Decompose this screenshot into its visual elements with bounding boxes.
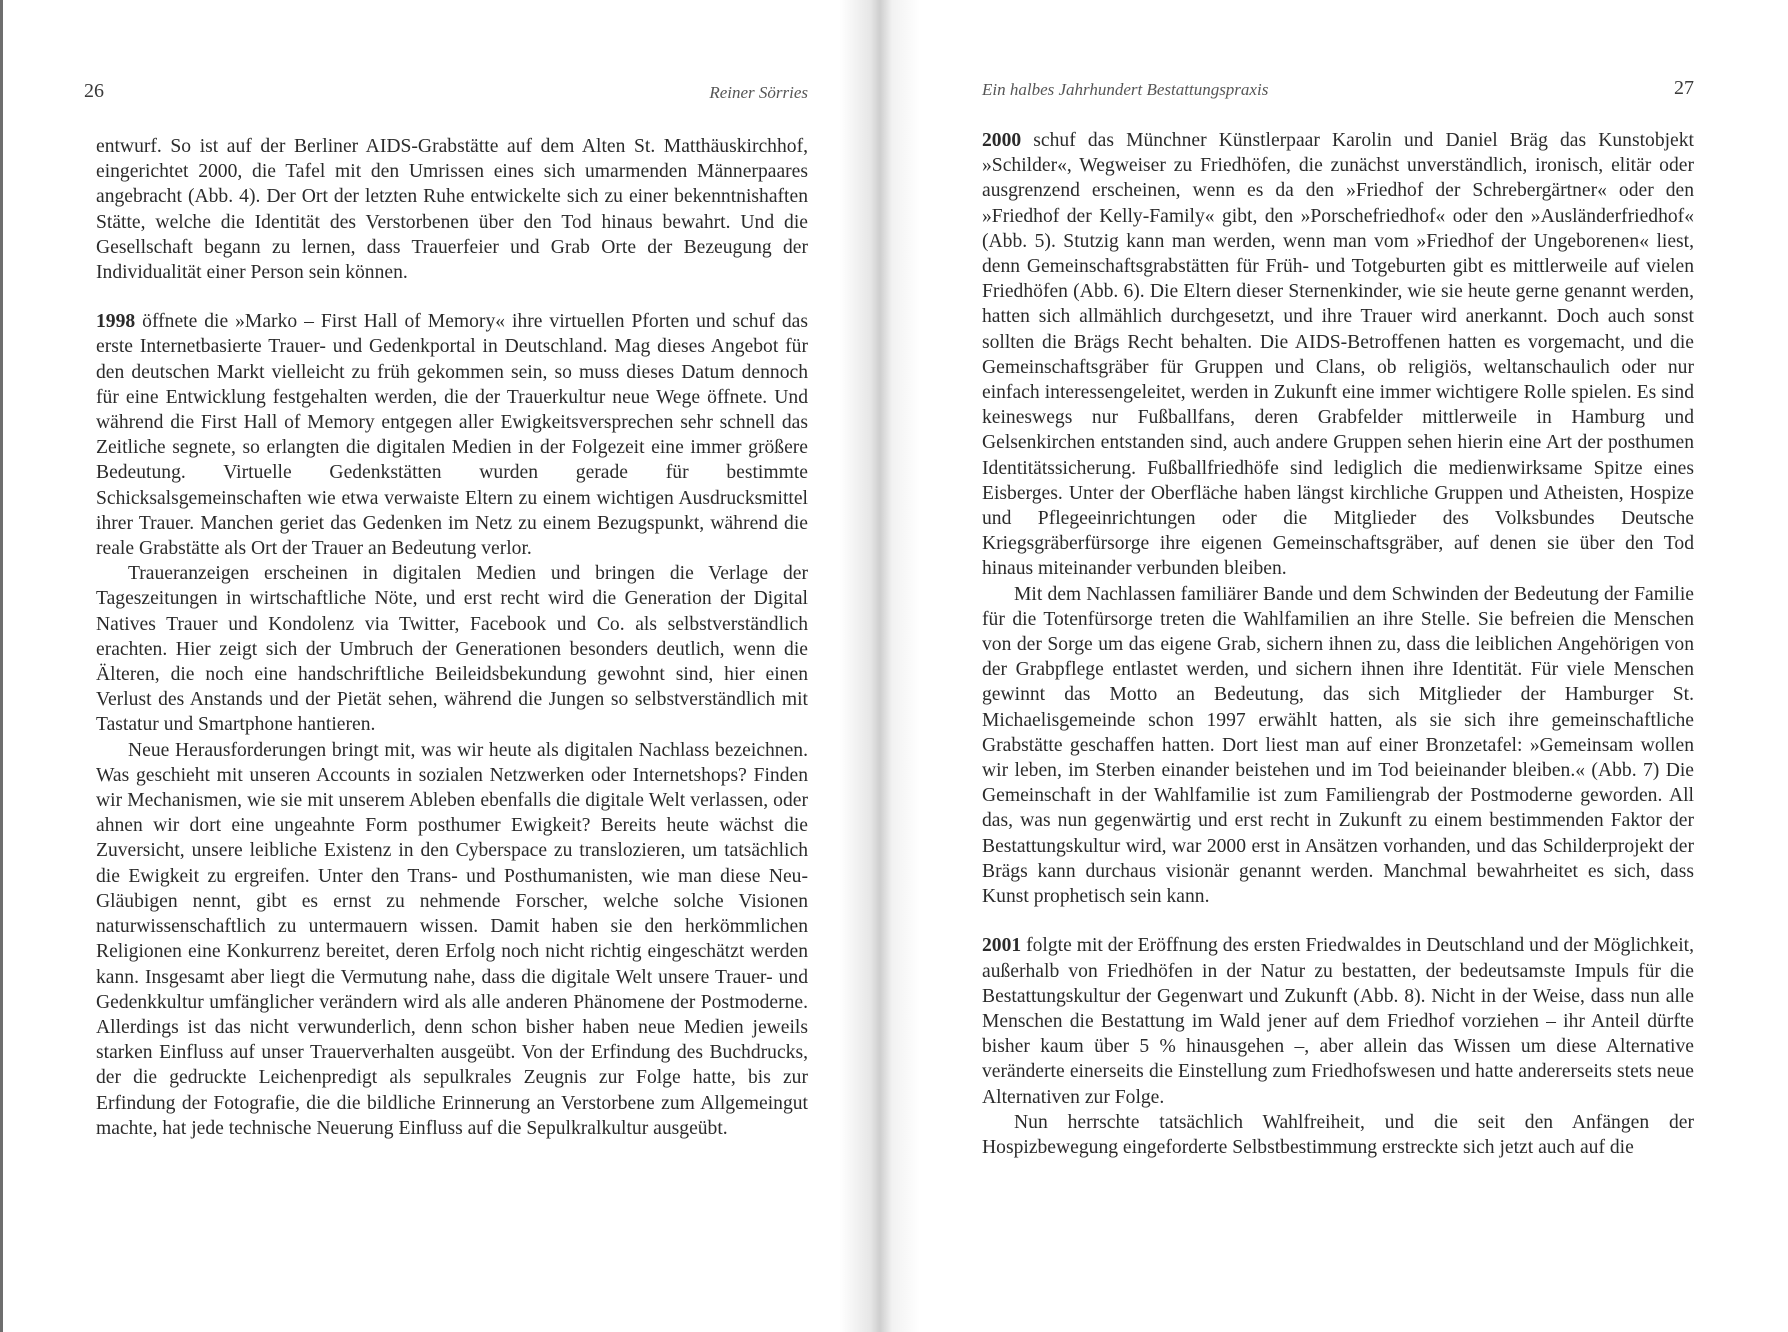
page-edge [0,0,3,1332]
paragraph [96,309,808,561]
right-body-text [982,128,1694,1160]
paragraph-text: öffnete die »Marko – First Hall of Memory« ihre virtuellen Pforten und schuf das erste Internetbasierte Trauer- und Gedenkportal in Deutschland. Mag dieses Angebot für den deutschen Markt vielleicht zu früh gekommen sein, so muss dieses Datum dennoch für eine Entwicklung festgehalten werden, die der Trauerkultur neue Wege öffnete. Und während die First Hall of Memory entgegen aller Ewigkeitsversprechen sehr schnell das Zeitliche segnete, so erlangten die digitalen Medien in der Folgezeit eine immer größere Bedeutung. Virtuelle Gedenkstätten wurden gerade für bestimmte Schicksalsgemeinschaften wie etwa verwaiste Eltern zu einem wichtigen Ausdrucksmittel ihrer Trauer. Manchen geriet das Gedenken im Netz zu einem Bezugspunkt, während die reale Grabstätte als Ort der Trauer an Bedeutung verlor. [96,311,808,560]
year-heading: 1998 [96,311,136,333]
right-page [900,0,1788,1332]
year-heading: 2000 [982,130,1022,151]
paragraph [96,134,808,285]
page-number-left: 26 [84,80,104,102]
paragraph [96,561,808,737]
left-page [0,0,872,1332]
running-head-left: Reiner Sörries [709,83,808,102]
paragraph-text: Nun herrschte tatsächlich Wahlfreiheit, und die seit den Anfängen der Hospizbewegung eingeforderte Selbstbestimmung erstreckte sich jetzt auch auf die [982,1111,1694,1158]
paragraph-text: Mit dem Nachlassen familiärer Bande und dem Schwinden der Bedeutung der Familie für die Totenfürsorge treten die Wahlfamilien an ihre Stelle. Sie befreien die Menschen von der Sorge um das eigene Grab, sichern ihnen zu, dass die leiblichen Angehörigen von der Grabpflege entlastet werden, und sichern ihnen ihre Identität. Für viele Menschen gewinnt das Motto an Bedeutung, das sich Mitglieder der Hamburger St. Michaelisgemeinde schon 1997 erwählt hatten, als sie sich ihre gemeinschaftliche Grabstätte geschaffen hatten. Dort liest man auf einer Bronzetafel: »Gemeinsam wollen wir leben, im Sterben einander beistehen und im Tod beieinander bleiben.« (Abb. 7) Die Gemeinschaft in der Wahlfamilie ist zum Familiengrab der Postmoderne geworden. All das, was nun gegenwärtig und erst recht in Zukunft zu einem bestimmenden Faktor der Bestattungskultur wird, war 2000 erst in Ansätzen vorhanden, und das Schilderprojekt der Brägs kann durchaus visionär genannt werden. Manchmal bewahrheitet es sich, dass Kunst prophetisch sein kann. [982,583,1694,908]
paragraph-text: Traueranzeigen erscheinen in digitalen Medien und bringen die Verlage der Tageszeitungen in wirtschaftliche Nöte, und erst recht wird die Generation der Digital Natives Trauer und Kondolenz via Twitter, Facebook und Co. als selbstverständlich erachten. Hier zeigt sich der Umbruch der Generationen besonders deutlich, wenn die Älteren, die noch eine handschriftliche Beileidsbekundung gewohnt sind, hier einen Verlust des Anstands und der Pietät sehen, während die Jungen so selbstverständlich mit Tastatur und Smartphone hantieren. [96,563,808,736]
paragraph [982,582,1694,910]
paragraph-text: entwurf. So ist auf der Berliner AIDS-Grabstätte auf dem Alten St. Matthäuskirchhof, eingerichtet 2000, die Tafel mit den Umrissen eines sich umarmenden Männerpaares angebracht (Abb. 4). Der Ort der letzten Ruhe entwickelte sich zu einer bekenntnishaften Stätte, welche die Identität des Verstorbenen über den Tod hinaus bewahrt. Und die Gesellschaft begann zu lernen, dass Trauerfeier und Grab Orte der Bezeugung der Individualität einer Person sein können. [96,136,808,284]
year-heading: 2001 [982,935,1022,957]
paragraph [982,1110,1694,1160]
paragraph-text: folgte mit der Eröffnung des ersten Friedwaldes in Deutschland und der Möglichkeit, außerhalb von Friedhöfen in der Natur zu bestatten, der bedeutsamste Impuls für die Bestattungskultur der Gegenwart und Zukunft (Abb. 8). Nicht in der Weise, dass nun alle Menschen die Bestattung im Wald jener auf dem Friedhof vorziehen – ihr Anteil dürfte bisher kaum über 5 % hinausgehen –, aber allein das Wissen um diese Alternative veränderte einerseits die Einstellung zum Friedhofswesen und hatte andererseits stets neue Alternativen zur Folge. [982,935,1694,1108]
paragraph [982,933,1694,1109]
page-number-right: 27 [1674,77,1694,99]
paragraph [982,128,1694,582]
paragraph-text: schuf das Münchner Künstlerpaar Karolin und Daniel Bräg das Kunstobjekt »Schilder«, Wegweiser zu Friedhöfen, die zunächst unverständlich, ironisch, elitär oder ausgrenzend erscheinen, wenn es da den »Friedhof der Schrebergärtner« oder den »Friedhof der Kelly-Family« gibt, den »Porschefriedhof« oder den »Ausländerfriedhof« (Abb. 5). Stutzig kann man werden, wenn man vom »Friedhof der Ungeborenen« liest, denn Gemeinschaftsgrabstätten für Früh- und Totgeburten gibt es mittlerweile auf vielen Friedhöfen (Abb. 6). Die Eltern dieser Sternenkinder, wie sie heute gerne genannt werden, hatten sich allmählich durchgesetzt, und ihre Trauer wird anerkannt. Doch auch sonst sollten die Brägs Recht behalten. Die AIDS-Betroffenen hatten es vorgemacht, und die Gemeinschaftsgräber für Gruppen und Clans, ob religiös, weltanschaulich oder nur einfach interessengeleitet, werden in Zukunft eine immer wichtigere Rolle spielen. Es sind keineswegs nur Fußballfans, deren Grabfelder mittlerweile in Hamburg und Gelsenkirchen entstanden sind, auch andere Gruppen sehen hierin eine Art der posthumen Identitätssicherung. Fußballfriedhöfe sind lediglich die medienwirksame Spitze eines Eisberges. Unter der Oberfläche haben längst kirchliche Gruppen und Atheisten, Hospize und Pflegeeinrichtungen oder die Mitglieder des Volksbundes Deutsche Kriegsgräberfürsorge ihre eigenen Gemeinschaftsgräber, auf denen sie über den Tod hinaus miteinander verbunden bleiben. [982,130,1694,580]
left-body-text [96,134,808,1141]
paragraph-text: Neue Herausforderungen bringt mit, was wir heute als digitalen Nachlass bezeichnen. Was geschieht mit unseren Accounts in sozialen Netzwerken oder Internetshops? Finden wir Mechanismen, wie sie mit unserem Ableben ebenfalls die digitale Welt verlassen, oder ahnen wir dort eine ungeahnte Form posthumer Ewigkeit? Bereits heute wächst die Zuversicht, unsere leibliche Existenz in den Cyberspace zu translozieren, um tatsächlich die Ewigkeit zu ergreifen. Unter den Trans- und Posthumanisten, wie man diese Neu-Gläubigen nennt, gibt es ernst zu nehmende Forscher, welche solche Visionen naturwissenschaftlich zu untermauern wissen. Damit haben sie den herkömmlichen Religionen eine Konkurrenz bereitet, deren Erfolg noch nicht richtig eingeschätzt werden kann. Insgesamt aber liegt die Vermutung nahe, dass die digitale Welt unsere Trauer- und Gedenkkultur umfänglicher verändern wird als alle anderen Phänomene der Postmoderne. Allerdings ist das nicht verwunderlich, denn schon bisher haben neue Medien jeweils starken Einfluss auf unser Trauerverhalten ausgeübt. Von der Erfindung des Buchdrucks, der die gedruckte Leichenpredigt als sepulkrales Zeugnis zur Folge hatte, bis zur Erfindung der Fotografie, die die bildliche Erinnerung an Verstorbene zum Allgemeingut machte, hat jede technische Neuerung Einfluss auf die Sepulkralkultur ausgeübt. [96,739,808,1139]
running-head-right: Ein halbes Jahrhundert Bestattungspraxis [982,80,1269,99]
paragraph [96,738,808,1141]
